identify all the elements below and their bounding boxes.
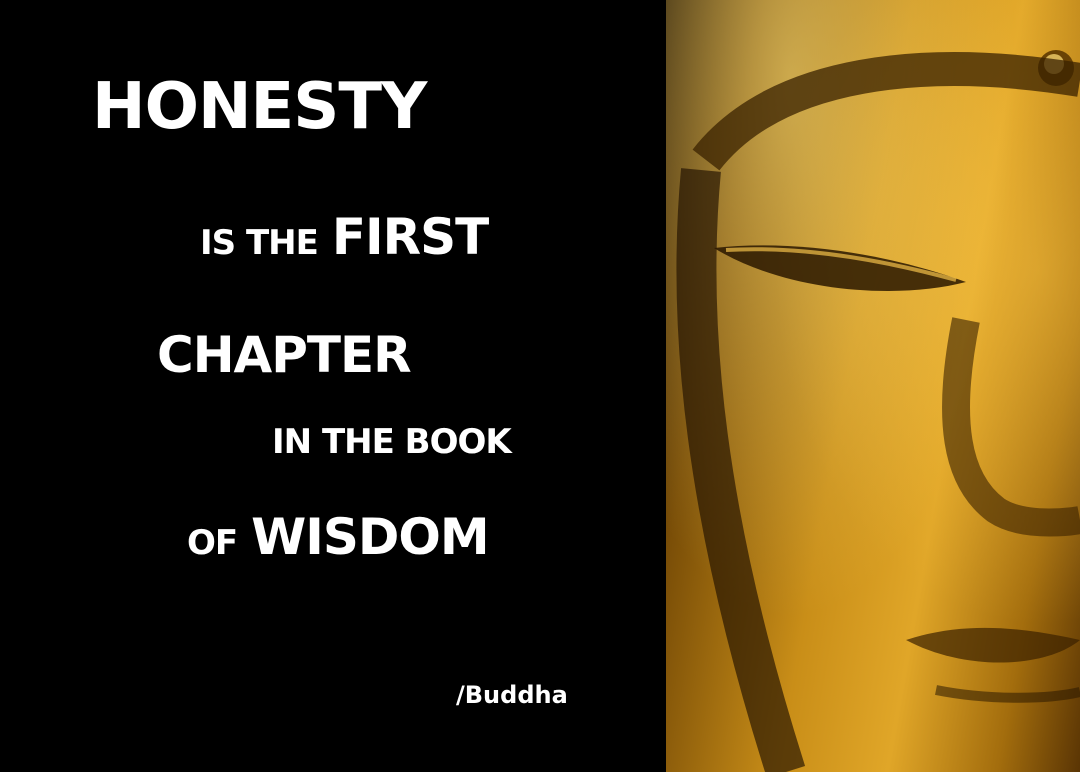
quote-line-of-wisdom	[187, 508, 489, 566]
lips	[906, 628, 1080, 663]
quote-word-first: FIRST	[331, 208, 489, 266]
buddha-face-image	[666, 0, 1080, 772]
quote-word-wisdom: WISDOM	[251, 508, 489, 566]
quote-line-chapter	[157, 326, 411, 384]
attribution: /Buddha	[456, 681, 568, 709]
closed-eye	[714, 245, 966, 291]
quote-line-is-the-first	[200, 208, 489, 266]
quote-word-chapter: CHAPTER	[157, 326, 411, 384]
quote-line-in-the-book	[272, 422, 511, 462]
brow-line	[706, 69, 1080, 160]
quote-words-in-the-book: IN THE BOOK	[272, 422, 511, 462]
quote-word-of: OF	[187, 523, 238, 563]
buddha-face-illustration	[666, 0, 1080, 772]
quote-words-is-the: IS THE	[200, 223, 318, 263]
quote-line-honesty	[92, 70, 427, 144]
nose-shadow	[956, 320, 1080, 523]
quote-word-honesty: HONESTY	[92, 70, 427, 144]
lower-lip-shadow	[936, 690, 1080, 698]
